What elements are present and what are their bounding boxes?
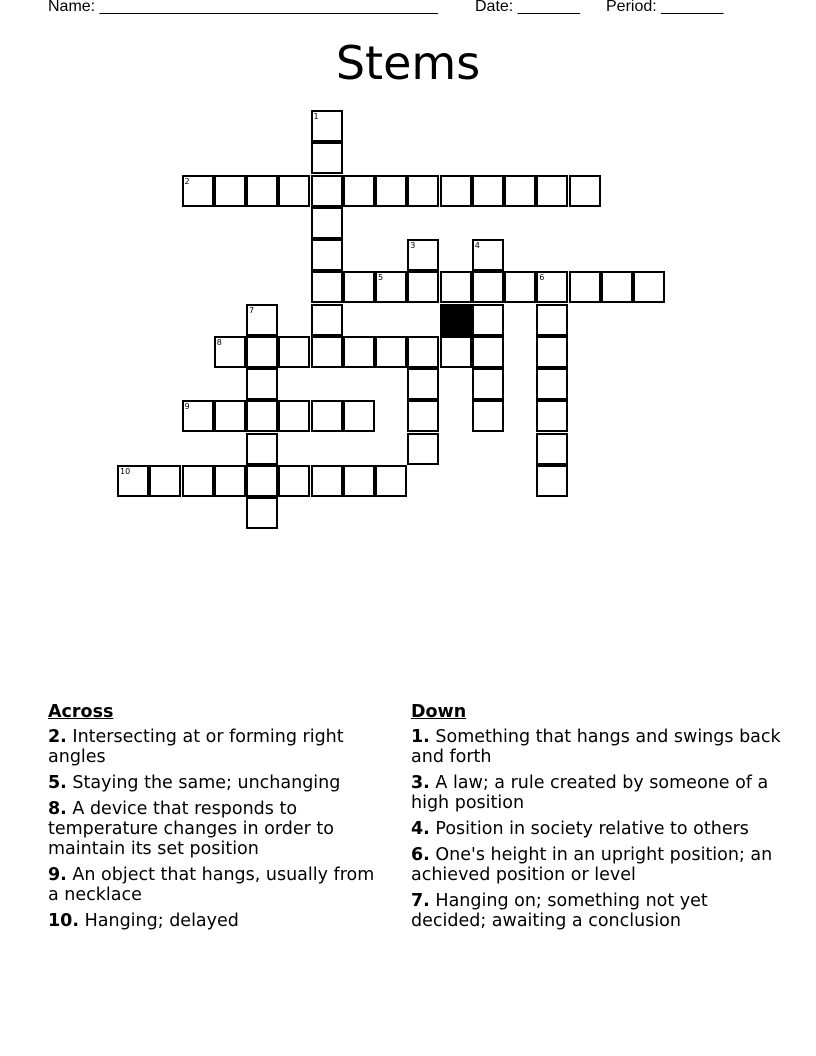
- clue-number: 7.: [411, 891, 430, 911]
- clue-text: Hanging; delayed: [84, 911, 239, 931]
- cell-number: 1: [313, 112, 319, 121]
- grid-cell[interactable]: [311, 304, 343, 336]
- cell-number: 6: [539, 273, 545, 283]
- grid-cell[interactable]: [440, 175, 472, 207]
- grid-cell[interactable]: [407, 433, 439, 465]
- grid-cell[interactable]: [311, 142, 343, 174]
- grid-cell[interactable]: [278, 465, 310, 497]
- grid-cell[interactable]: [278, 400, 310, 432]
- grid-cell[interactable]: [407, 175, 439, 207]
- grid-cell[interactable]: [246, 497, 278, 529]
- grid-cell[interactable]: [504, 175, 536, 207]
- grid-cell[interactable]: [343, 336, 375, 368]
- grid-cell[interactable]: [311, 465, 343, 497]
- grid-cell[interactable]: [343, 400, 375, 432]
- clue-text: A law; a rule created by someone of a high position: [411, 773, 769, 813]
- clue-number: 1.: [411, 727, 430, 747]
- clue-text: Staying the same; unchanging: [72, 773, 341, 793]
- clue-item: [411, 727, 781, 767]
- grid-cell[interactable]: [182, 465, 214, 497]
- grid-cell[interactable]: [149, 465, 181, 497]
- grid-cell[interactable]: [504, 271, 536, 303]
- grid-cell[interactable]: [246, 336, 278, 368]
- grid-cell[interactable]: [472, 175, 504, 207]
- clue-number: 9.: [48, 865, 67, 885]
- grid-cell[interactable]: [311, 400, 343, 432]
- clue-item: [48, 773, 383, 793]
- black-cell: [440, 304, 472, 336]
- cell-number: 10: [120, 466, 131, 476]
- grid-cell[interactable]: [569, 175, 601, 207]
- cell-number: 3: [410, 241, 416, 250]
- clue-text: Something that hangs and swings back and forth: [411, 727, 781, 767]
- grid-cell[interactable]: [536, 175, 568, 207]
- clue-item: [48, 865, 383, 905]
- grid-cell[interactable]: [311, 175, 343, 207]
- grid-cell[interactable]: [214, 175, 246, 207]
- name-field[interactable]: Name: ______________________________________: [48, 0, 438, 15]
- grid-cell[interactable]: [407, 400, 439, 432]
- grid-cell[interactable]: [601, 271, 633, 303]
- grid-cell[interactable]: [311, 239, 343, 271]
- grid-cell[interactable]: [375, 336, 407, 368]
- cell-number: 8: [216, 337, 222, 347]
- clue-item: [48, 911, 383, 931]
- clue-item: [48, 727, 383, 767]
- grid-cell[interactable]: [536, 433, 568, 465]
- grid-cell[interactable]: [472, 271, 504, 303]
- grid-cell[interactable]: [472, 304, 504, 336]
- grid-cell[interactable]: [407, 368, 439, 400]
- clue-item: [411, 891, 781, 931]
- grid-cell[interactable]: [536, 400, 568, 432]
- cell-number: 7: [249, 305, 255, 315]
- grid-cell[interactable]: [472, 336, 504, 368]
- grid-cell[interactable]: [536, 336, 568, 368]
- grid-cell[interactable]: [633, 271, 665, 303]
- cell-number: 5: [378, 273, 384, 283]
- clue-number: 10.: [48, 911, 80, 931]
- grid-cell[interactable]: [440, 336, 472, 368]
- clue-number: 5.: [48, 773, 67, 793]
- page-title: Stems: [335, 36, 481, 90]
- grid-cell[interactable]: [407, 336, 439, 368]
- clue-text: Hanging on; something not yet decided; awaiting a conclusion: [411, 891, 708, 931]
- grid-cell[interactable]: [311, 336, 343, 368]
- grid-cell[interactable]: [472, 368, 504, 400]
- cell-number: 9: [184, 402, 190, 412]
- across-clues: [48, 701, 383, 937]
- across-heading: Across: [48, 702, 114, 722]
- clue-number: 6.: [411, 845, 430, 865]
- clue-text: Position in society relative to others: [435, 819, 749, 839]
- grid-cell[interactable]: [246, 175, 278, 207]
- grid-cell[interactable]: [246, 433, 278, 465]
- cell-number: 4: [474, 241, 480, 250]
- grid-cell[interactable]: [375, 465, 407, 497]
- grid-cell[interactable]: [440, 271, 472, 303]
- grid-cell[interactable]: [343, 271, 375, 303]
- clue-item: [411, 845, 781, 885]
- grid-cell[interactable]: [536, 304, 568, 336]
- cell-number: 2: [184, 176, 190, 186]
- down-clues: [411, 701, 781, 937]
- grid-cell[interactable]: [472, 400, 504, 432]
- clue-number: 8.: [48, 799, 67, 819]
- clue-text: Intersecting at or forming right angles: [48, 727, 344, 767]
- clue-item: [411, 773, 781, 813]
- clue-item: [48, 799, 383, 859]
- clue-item: [411, 819, 781, 839]
- grid-cell[interactable]: [343, 465, 375, 497]
- clue-text: An object that hangs, usually from a necklace: [48, 865, 375, 905]
- grid-cell[interactable]: [375, 175, 407, 207]
- grid-cell[interactable]: [536, 368, 568, 400]
- grid-cell[interactable]: [536, 465, 568, 497]
- clue-text: A device that responds to temperature changes in order to maintain its set position: [48, 799, 334, 859]
- clue-number: 3.: [411, 773, 430, 793]
- grid-cell[interactable]: [343, 175, 375, 207]
- grid-cell[interactable]: [407, 271, 439, 303]
- grid-cell[interactable]: [246, 368, 278, 400]
- clue-text: One's height in an upright position; an achieved position or level: [411, 845, 773, 885]
- period-field[interactable]: Period: _______: [606, 0, 724, 15]
- clue-number: 2.: [48, 727, 67, 747]
- clue-number: 4.: [411, 819, 430, 839]
- grid-cell[interactable]: [311, 207, 343, 239]
- grid-cell[interactable]: [214, 400, 246, 432]
- grid-cell[interactable]: [246, 400, 278, 432]
- date-field[interactable]: Date: _______: [475, 0, 580, 15]
- grid-cell[interactable]: [246, 465, 278, 497]
- grid-cell[interactable]: [569, 271, 601, 303]
- grid-cell[interactable]: [311, 271, 343, 303]
- grid-cell[interactable]: [278, 175, 310, 207]
- grid-cell[interactable]: [214, 465, 246, 497]
- down-heading: Down: [411, 702, 467, 722]
- grid-cell[interactable]: [278, 336, 310, 368]
